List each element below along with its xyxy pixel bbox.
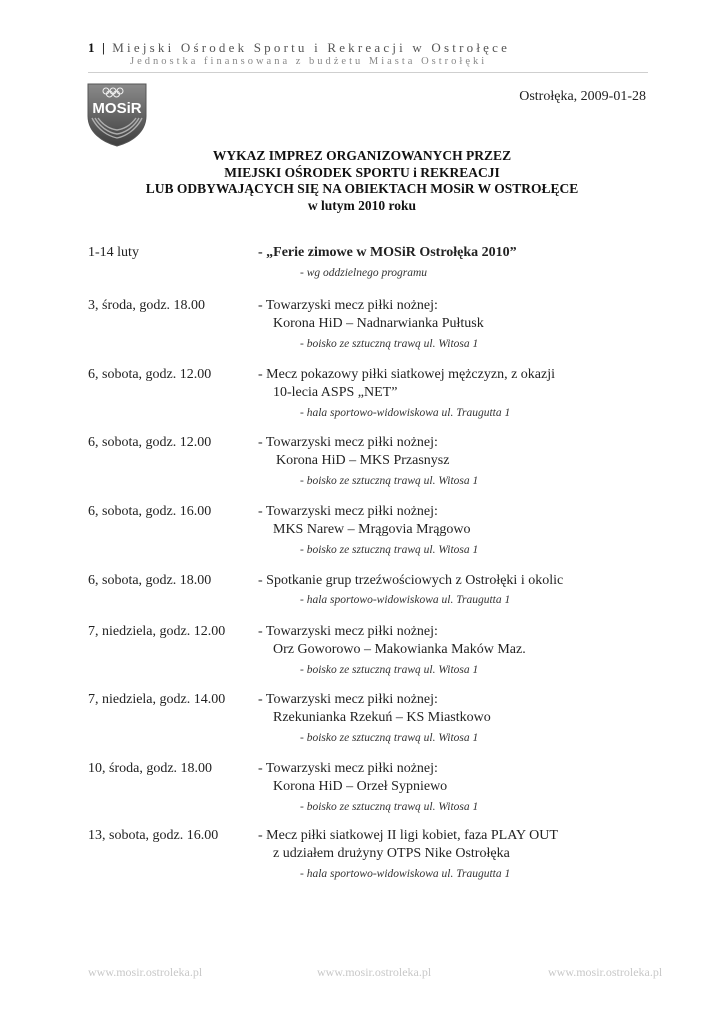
event-venue: - boisko ze sztuczną trawą ul. Witosa 1: [300, 475, 479, 487]
event-description: - Towarzyski mecz piłki nożnej:: [258, 624, 438, 639]
event-date: 6, sobota, godz. 12.00: [88, 367, 212, 382]
event-description: - „Ferie zimowe w MOSiR Ostrołęka 2010”: [258, 245, 517, 260]
event-teams: MKS Narew – Mrągovia Mrągowo: [273, 522, 471, 537]
event-date: 7, niedziela, godz. 14.00: [88, 692, 226, 707]
event-venue: - boisko ze sztuczną trawą ul. Witosa 1: [300, 544, 479, 556]
document-title: [0, 148, 724, 214]
header-separator: |: [101, 40, 106, 55]
event-date: 3, środa, godz. 18.00: [88, 298, 206, 313]
footer-link-left[interactable]: www.mosir.ostroleka.pl: [88, 965, 203, 979]
org-name: Miejski Ośrodek Sportu i Rekreacji w Ostrołęce: [112, 40, 511, 55]
title-line-3: LUB ODBYWAJĄCYCH SIĘ NA OBIEKTACH MOSiR W OSTROŁĘCE: [145, 181, 579, 196]
event-venue: - hala sportowo-widowiskowa ul. Traugutta 1: [300, 868, 511, 880]
footer-link-center[interactable]: www.mosir.ostroleka.pl: [317, 965, 432, 979]
header-subtitle: Jednostka finansowana z budżetu Miasta Ostrołęki: [130, 56, 488, 67]
event-teams: z udziałem drużyny OTPS Nike Ostrołęka: [273, 846, 510, 861]
event-date: 13, sobota, godz. 16.00: [88, 828, 219, 843]
event-description: - Towarzyski mecz piłki nożnej:: [258, 692, 438, 707]
event-description: - Spotkanie grup trzeźwościowych z Ostrołęki i okolic: [258, 573, 564, 588]
footer-link-right[interactable]: www.mosir.ostroleka.pl: [548, 965, 663, 979]
event-description: - Mecz pokazowy piłki siatkowej mężczyzn, z okazji: [258, 367, 555, 382]
event-venue: - boisko ze sztuczną trawą ul. Witosa 1: [300, 664, 479, 676]
event-date: 6, sobota, godz. 12.00: [88, 435, 212, 450]
document-date: Ostrołęka, 2009-01-28: [519, 89, 646, 104]
event-date: 1-14 luty: [88, 245, 139, 260]
event-date: 6, sobota, godz. 16.00: [88, 504, 212, 519]
event-teams: Rzekunianka Rzekuń – KS Miastkowo: [273, 710, 491, 725]
title-line-1: WYKAZ IMPREZ ORGANIZOWANYCH PRZEZ: [212, 148, 512, 163]
event-venue: - boisko ze sztuczną trawą ul. Witosa 1: [300, 338, 479, 350]
header-org-line: [88, 40, 510, 56]
event-venue: - hala sportowo-widowiskowa ul. Traugutta 1: [300, 407, 511, 419]
event-description: - Towarzyski mecz piłki nożnej:: [258, 298, 438, 313]
page-number: 1: [88, 40, 96, 55]
event-date: 6, sobota, godz. 18.00: [88, 573, 212, 588]
event-date: 10, środa, godz. 18.00: [88, 761, 213, 776]
logo-text: MOSiR: [92, 100, 142, 117]
event-teams: 10-lecia ASPS „NET”: [273, 385, 398, 400]
event-venue: - boisko ze sztuczną trawą ul. Witosa 1: [300, 732, 479, 744]
event-description: - Towarzyski mecz piłki nożnej:: [258, 504, 438, 519]
event-venue: - hala sportowo-widowiskowa ul. Traugutta 1: [300, 594, 511, 606]
event-teams: Korona HiD – MKS Przasnysz: [276, 453, 450, 468]
event-teams: Korona HiD – Nadnarwianka Pułtusk: [273, 316, 484, 331]
event-teams: Korona HiD – Orzeł Sypniewo: [273, 779, 448, 794]
event-teams: Orz Goworowo – Makowianka Maków Maz.: [273, 642, 526, 657]
title-line-2: MIEJSKI OŚRODEK SPORTU i REKREACJI: [224, 164, 500, 180]
event-venue: - wg oddzielnego programu: [300, 267, 428, 279]
event-description: - Mecz piłki siatkowej II ligi kobiet, faza PLAY OUT: [258, 828, 558, 843]
title-line-4: w lutym 2010 roku: [307, 197, 417, 213]
event-date: 7, niedziela, godz. 12.00: [88, 624, 226, 639]
event-venue: - boisko ze sztuczną trawą ul. Witosa 1: [300, 801, 479, 813]
event-description: - Towarzyski mecz piłki nożnej:: [258, 435, 438, 450]
mosir-logo: [86, 82, 148, 148]
header-rule: [88, 72, 648, 73]
event-description: - Towarzyski mecz piłki nożnej:: [258, 761, 438, 776]
